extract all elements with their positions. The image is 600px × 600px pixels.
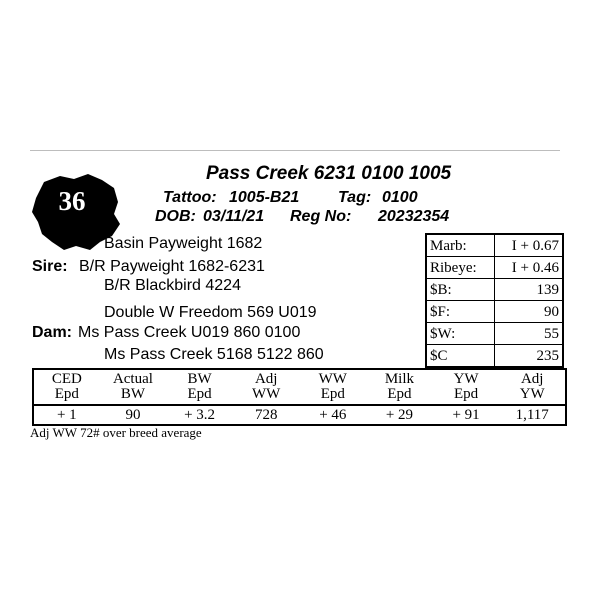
sire-label: Sire: <box>32 258 68 275</box>
epd-header <box>33 369 100 405</box>
dob-value: 03/11/21 <box>203 208 265 225</box>
sire-dam: B/R Blackbird 4224 <box>104 277 241 294</box>
epd-value: + 91 <box>433 405 500 425</box>
epd-header <box>166 369 233 405</box>
epd-header-line2: Epd <box>453 386 479 402</box>
epd-value: + 29 <box>366 405 433 425</box>
tattoo-label: Tattoo: <box>163 189 217 206</box>
epd-header-line1: Adj <box>520 371 544 387</box>
rating-value: 235 <box>494 345 563 368</box>
epd-header <box>366 369 433 405</box>
epd-header-line1: CED <box>51 371 82 387</box>
rating-row-b <box>426 279 563 301</box>
epd-value: + 1 <box>33 405 100 425</box>
rating-label: $C <box>426 345 494 368</box>
rating-row-w <box>426 323 563 345</box>
epd-value: 1,117 <box>499 405 566 425</box>
epd-header-line2: Epd <box>387 386 412 402</box>
rating-row-c <box>426 345 563 368</box>
tattoo-value: 1005-B21 <box>229 189 300 206</box>
epd-header-line1: WW <box>318 371 347 387</box>
epd-header-line2: Epd <box>54 386 79 402</box>
epd-header-row <box>33 369 566 405</box>
rating-value: 139 <box>494 279 563 301</box>
epd-value: 90 <box>100 405 167 425</box>
sire-sire: Basin Payweight 1682 <box>104 235 263 252</box>
reg-no-value: 20232354 <box>378 208 450 225</box>
epd-header <box>499 369 566 405</box>
ratings-table <box>425 233 564 368</box>
rating-value: 55 <box>494 323 563 345</box>
epd-value: + 46 <box>300 405 367 425</box>
rating-label: $F: <box>426 301 494 323</box>
rating-label: $W: <box>426 323 494 345</box>
epd-value: 728 <box>233 405 300 425</box>
epd-header <box>433 369 500 405</box>
lot-number: 36 <box>58 186 86 216</box>
sire-name: B/R Payweight 1682-6231 <box>79 258 265 275</box>
rating-row-f <box>426 301 563 323</box>
epd-header-line2: YW <box>519 386 545 402</box>
rating-value: 90 <box>494 301 563 323</box>
epd-header-line2: Epd <box>187 386 212 402</box>
rating-value: I + 0.46 <box>494 257 563 279</box>
footnote: Adj WW 72# over breed average <box>30 425 202 440</box>
rating-label: $B: <box>426 279 494 301</box>
epd-header-line1: YW <box>453 371 479 387</box>
rating-value: I + 0.67 <box>494 234 563 257</box>
dam-label: Dam: <box>32 324 73 341</box>
rating-label: Ribeye: <box>426 257 494 279</box>
epd-table <box>32 368 567 426</box>
epd-header-line1: Actual <box>112 371 153 387</box>
epd-header <box>233 369 300 405</box>
epd-header-line2: WW <box>252 386 281 402</box>
epd-header-line2: Epd <box>320 386 345 402</box>
tag-label: Tag: <box>338 189 372 206</box>
tag-value: 0100 <box>382 189 418 206</box>
epd-header-line1: Milk <box>384 371 415 387</box>
epd-value-row <box>33 405 566 425</box>
dam-sire: Double W Freedom 569 U019 <box>104 304 317 321</box>
dam-name: Ms Pass Creek U019 860 0100 <box>78 324 301 341</box>
reg-no-label: Reg No: <box>290 208 352 225</box>
rating-row-marb <box>426 234 563 257</box>
rating-label: Marb: <box>426 234 494 257</box>
epd-header-line1: BW <box>187 371 212 387</box>
dam-dam: Ms Pass Creek 5168 5122 860 <box>104 346 324 363</box>
divider-line <box>30 150 560 151</box>
dob-label: DOB: <box>155 208 196 225</box>
epd-header-line2: BW <box>120 386 146 402</box>
animal-name: Pass Creek 6231 0100 1005 <box>206 163 452 184</box>
epd-header <box>300 369 367 405</box>
epd-header <box>100 369 167 405</box>
epd-header-line1: Adj <box>254 371 278 387</box>
rating-row-ribeye <box>426 257 563 279</box>
epd-value: + 3.2 <box>166 405 233 425</box>
